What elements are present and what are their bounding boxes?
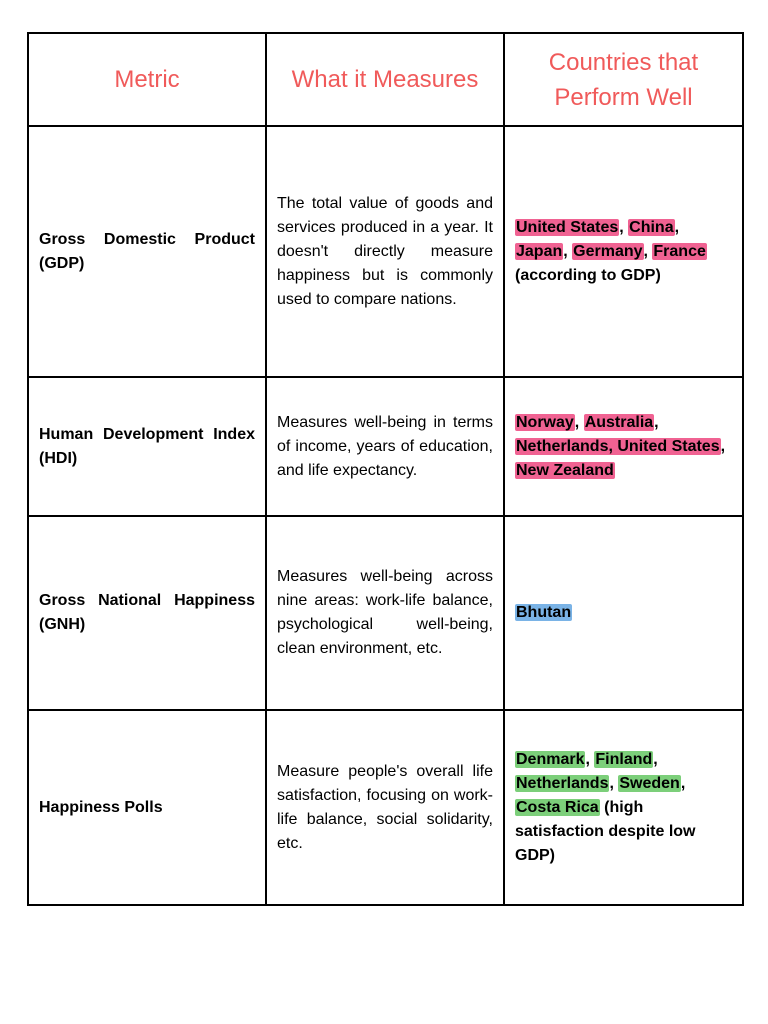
metrics-table <box>27 32 744 906</box>
table-row <box>28 377 743 516</box>
country-text: , <box>654 413 659 431</box>
country-highlight: United States <box>516 218 619 236</box>
country-highlight: Sweden <box>619 774 680 792</box>
table-row <box>28 710 743 905</box>
country-highlight: Bhutan <box>516 604 572 621</box>
country-text: , <box>674 218 680 236</box>
metric-countries <box>504 126 743 377</box>
country-text: , <box>643 242 653 260</box>
country-text: (according to GDP) <box>515 266 661 284</box>
header-what-it-measures: What it Measures <box>266 33 504 126</box>
country-highlight: France <box>653 242 706 260</box>
metric-name: Human Development Index (HDI) <box>28 377 266 516</box>
country-highlight: Denmark <box>516 750 585 768</box>
metric-description: Measure people's overall life satisfaction, focusing on work-life balance, social solidarity, etc. <box>266 710 504 905</box>
country-highlight: Netherlands, United States <box>516 437 720 455</box>
metric-name: Happiness Polls <box>28 710 266 905</box>
country-highlight: China <box>629 218 674 236</box>
country-text: , <box>585 750 595 768</box>
country-text: , <box>653 750 658 768</box>
header-metric: Metric <box>28 33 266 126</box>
header-row <box>28 33 743 126</box>
country-highlight: Japan <box>516 242 563 260</box>
table-row <box>28 126 743 377</box>
country-text: (high satisfaction despite low GDP) <box>515 798 696 864</box>
metric-description: Measures well-being in terms of income, years of education, and life expectancy. <box>266 377 504 516</box>
country-highlight: Costa Rica <box>516 798 599 816</box>
country-text: , <box>680 774 686 792</box>
metric-countries <box>504 710 743 905</box>
table-row <box>28 516 743 710</box>
metric-description: The total value of goods and services produced in a year. It doesn't directly measure happiness but is commonly used to compare nations. <box>266 126 504 377</box>
metric-name: Gross National Happiness (GNH) <box>28 516 266 710</box>
country-text: , <box>574 413 584 431</box>
metric-name: Gross Domestic Product (GDP) <box>28 126 266 377</box>
country-highlight: Finland <box>595 750 653 768</box>
country-highlight: Australia <box>584 413 654 431</box>
header-countries: Countries that Perform Well <box>504 33 743 126</box>
metric-countries <box>504 516 743 710</box>
metric-countries <box>504 377 743 516</box>
country-highlight: Norway <box>516 413 574 431</box>
country-text: , <box>619 218 629 236</box>
country-text: , <box>720 437 726 455</box>
country-text: , <box>563 242 573 260</box>
metric-description: Measures well-being across nine areas: work-life balance, psychological well-being, clean environment, etc. <box>266 516 504 710</box>
country-highlight: Germany <box>573 242 643 260</box>
country-highlight: New Zealand <box>516 461 614 479</box>
country-text: , <box>609 774 619 792</box>
country-highlight: Netherlands <box>516 774 609 792</box>
